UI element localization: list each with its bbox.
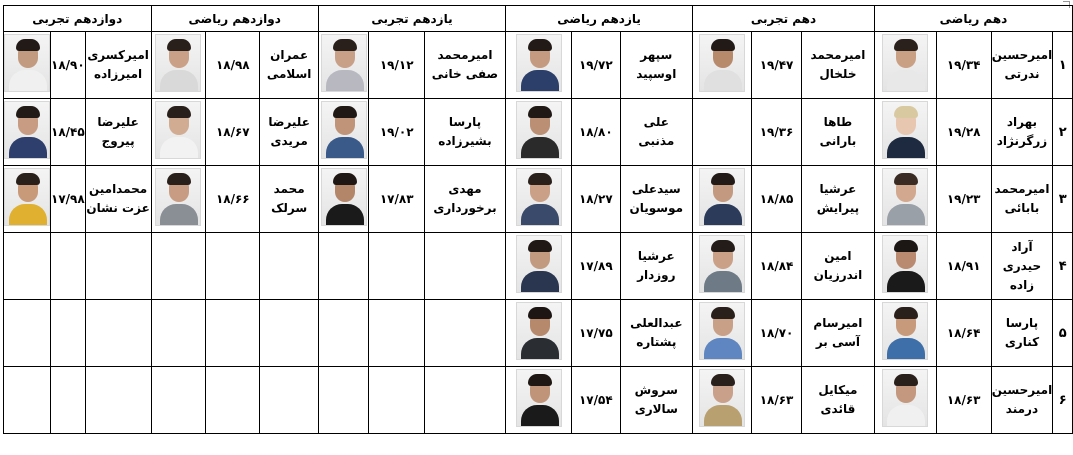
student-name: سیدعلی موسویان [620,166,693,233]
student-photo [516,168,562,226]
photo-shirt [326,204,364,226]
photo-hair [16,39,40,51]
photo-shirt [9,70,47,92]
photo-cell [151,233,206,300]
photo-hair [711,39,735,51]
photo-hair [167,173,191,185]
table-row [4,233,1073,300]
student-name [260,367,319,434]
student-score: ۱۷/۸۹ [572,233,620,300]
student-photo [321,34,367,92]
row-number: ۵ [1053,300,1073,367]
student-name: سپهر اوسپید [620,32,693,99]
row-number: ۲ [1053,99,1073,166]
student-name: علی مذنبی [620,99,693,166]
photo-cell [693,367,752,434]
student-name: علیرضا پیروج [85,99,151,166]
student-score [206,233,260,300]
student-score [51,367,86,434]
photo-cell [693,32,752,99]
student-name: امیرکسری امیرزاده [85,32,151,99]
student-name [85,367,151,434]
row-number: ۱ [1053,32,1073,99]
photo-hair [167,106,191,118]
photo-cell [318,32,369,99]
photo-shirt [704,338,742,360]
student-photo [882,168,928,226]
photo-cell [4,367,51,434]
photo-shirt [887,204,925,226]
student-score: ۱۸/۷۰ [752,300,802,367]
header-row [4,6,1073,32]
photo-hair [894,374,918,386]
photo-cell [318,166,369,233]
student-name: عرشیا روزدار [620,233,693,300]
photo-cell [4,99,51,166]
photo-shirt [887,271,925,293]
student-photo [4,168,50,226]
student-name: سروش سالاری [620,367,693,434]
student-score: ۱۸/۹۸ [206,32,260,99]
photo-shirt [326,70,364,92]
student-photo [155,168,201,226]
student-name [260,300,319,367]
photo-cell [318,99,369,166]
photo-cell [151,166,206,233]
student-name [85,300,151,367]
photo-shirt [704,204,742,226]
table-row [4,99,1073,166]
photo-cell [506,99,572,166]
table-row [4,32,1073,99]
photo-hair [333,39,357,51]
results-table [3,5,1073,434]
student-score: ۱۹/۳۶ [752,99,802,166]
photo-shirt [704,271,742,293]
photo-hair [711,307,735,319]
photo-shirt [887,338,925,360]
photo-shirt [521,271,559,293]
student-photo [882,101,928,159]
student-score: ۱۸/۶۴ [936,300,991,367]
student-name [424,367,505,434]
photo-shirt [887,70,925,92]
photo-shirt [887,137,925,159]
student-score: ۱۹/۰۲ [369,99,424,166]
photo-cell [4,32,51,99]
student-name: پارسا بشیرزاده [424,99,505,166]
photo-hair [528,39,552,51]
photo-hair [333,106,357,118]
student-score: ۱۷/۹۸ [51,166,86,233]
photo-shirt [160,70,198,92]
photo-hair [167,39,191,51]
row-number: ۴ [1053,233,1073,300]
photo-shirt [9,137,47,159]
photo-shirt [160,137,198,159]
student-score [51,233,86,300]
student-name: طاها بارانی [801,99,874,166]
photo-hair [711,240,735,252]
row-number: ۳ [1053,166,1073,233]
student-score: ۱۸/۸۰ [572,99,620,166]
photo-cell [874,367,936,434]
photo-hair [894,106,918,118]
student-photo [321,168,367,226]
photo-cell [693,99,752,166]
student-name: پارسا کناری [991,300,1053,367]
student-name: عرشیا پیرایش [801,166,874,233]
student-score: ۱۸/۲۷ [572,166,620,233]
student-score: ۱۸/۶۶ [206,166,260,233]
student-photo [882,302,928,360]
photo-shirt [521,204,559,226]
student-name: امیرمحمد بابائی [991,166,1053,233]
student-name [85,233,151,300]
student-photo [699,168,745,226]
photo-cell [693,166,752,233]
student-name: محمد سرلک [260,166,319,233]
photo-hair [528,106,552,118]
photo-hair [16,173,40,185]
photo-cell [874,32,936,99]
photo-hair [711,173,735,185]
student-name: محمدامین عزت نشان [85,166,151,233]
photo-cell [506,166,572,233]
student-score: ۱۸/۶۷ [206,99,260,166]
photo-cell [874,233,936,300]
photo-shirt [521,70,559,92]
student-photo [516,235,562,293]
student-photo [699,369,745,427]
photo-cell [874,300,936,367]
photo-hair [894,39,918,51]
student-photo [516,101,562,159]
photo-shirt [521,405,559,427]
photo-hair [894,173,918,185]
student-name: بهراد زرگرنژاد [991,99,1053,166]
group-header: دوازدهم تجربی [4,6,152,32]
photo-cell [4,300,51,367]
photo-cell [151,300,206,367]
group-header: دهم تجربی [693,6,875,32]
student-photo [516,302,562,360]
student-name [424,300,505,367]
group-header: دوازدهم ریاضی [151,6,318,32]
photo-cell [874,99,936,166]
student-score [369,367,424,434]
photo-cell [318,233,369,300]
photo-hair [528,374,552,386]
student-photo [155,34,201,92]
photo-shirt [9,204,47,226]
student-photo [155,101,201,159]
student-score: ۱۸/۴۵ [51,99,86,166]
student-name: مهدی برخورداری [424,166,505,233]
student-photo [699,302,745,360]
student-photo [699,34,745,92]
student-score [369,300,424,367]
photo-cell [318,367,369,434]
photo-shirt [704,405,742,427]
student-score: ۱۸/۶۳ [752,367,802,434]
student-photo [516,34,562,92]
photo-cell [693,233,752,300]
student-score: ۱۸/۸۴ [752,233,802,300]
student-score [206,367,260,434]
photo-hair [894,307,918,319]
student-name [260,233,319,300]
student-name: آراد حیدری زاده [991,233,1053,300]
photo-shirt [521,338,559,360]
student-photo [882,369,928,427]
student-score: ۱۹/۳۴ [936,32,991,99]
student-score [206,300,260,367]
student-score: ۱۸/۹۱ [936,233,991,300]
photo-cell [506,367,572,434]
student-score: ۱۹/۲۸ [936,99,991,166]
student-photo [882,235,928,293]
student-score: ۱۷/۵۴ [572,367,620,434]
table-row [4,166,1073,233]
row-number: ۶ [1053,367,1073,434]
student-score: ۱۹/۴۷ [752,32,802,99]
group-header: یازدهم تجربی [318,6,505,32]
photo-hair [711,374,735,386]
student-name: امیرحسین ندرتی [991,32,1053,99]
photo-shirt [887,405,925,427]
student-score: ۱۸/۸۵ [752,166,802,233]
group-header: دهم ریاضی [874,6,1072,32]
photo-cell [506,300,572,367]
student-name: عمران اسلامی [260,32,319,99]
student-name: امیرسام آسی بر [801,300,874,367]
student-score: ۱۹/۲۳ [936,166,991,233]
student-score: ۱۹/۱۲ [369,32,424,99]
photo-cell [693,300,752,367]
photo-shirt [326,137,364,159]
student-name: میکایل قائدی [801,367,874,434]
student-name: امیرمحمد صفی خانی [424,32,505,99]
photo-hair [16,106,40,118]
student-score: ۱۸/۹۰ [51,32,86,99]
student-name: عبدالعلی پشتاره [620,300,693,367]
photo-hair [528,173,552,185]
student-score: ۱۸/۶۳ [936,367,991,434]
student-score: ۱۹/۷۲ [572,32,620,99]
student-photo [321,101,367,159]
table-row [4,367,1073,434]
photo-shirt [521,137,559,159]
student-name: امین اندرزیان [801,233,874,300]
table-row [4,300,1073,367]
student-score: ۱۷/۸۳ [369,166,424,233]
student-name: علیرضا مریدی [260,99,319,166]
photo-cell [506,233,572,300]
student-photo [699,235,745,293]
student-photo [4,34,50,92]
photo-hair [528,307,552,319]
photo-hair [894,240,918,252]
photo-cell [151,367,206,434]
photo-cell [318,300,369,367]
student-score [51,300,86,367]
photo-cell [151,32,206,99]
student-score [369,233,424,300]
group-header: یازدهم ریاضی [506,6,693,32]
student-photo [882,34,928,92]
photo-cell [151,99,206,166]
student-photo [516,369,562,427]
photo-cell [4,166,51,233]
student-name: امیرحسین درمند [991,367,1053,434]
student-photo [4,101,50,159]
photo-cell [506,32,572,99]
photo-cell [4,233,51,300]
photo-shirt [704,70,742,92]
photo-hair [528,240,552,252]
student-score: ۱۷/۷۵ [572,300,620,367]
photo-hair [333,173,357,185]
photo-cell [874,166,936,233]
photo-shirt [160,204,198,226]
student-name [424,233,505,300]
student-name: امیرمحمد خلخال [801,32,874,99]
